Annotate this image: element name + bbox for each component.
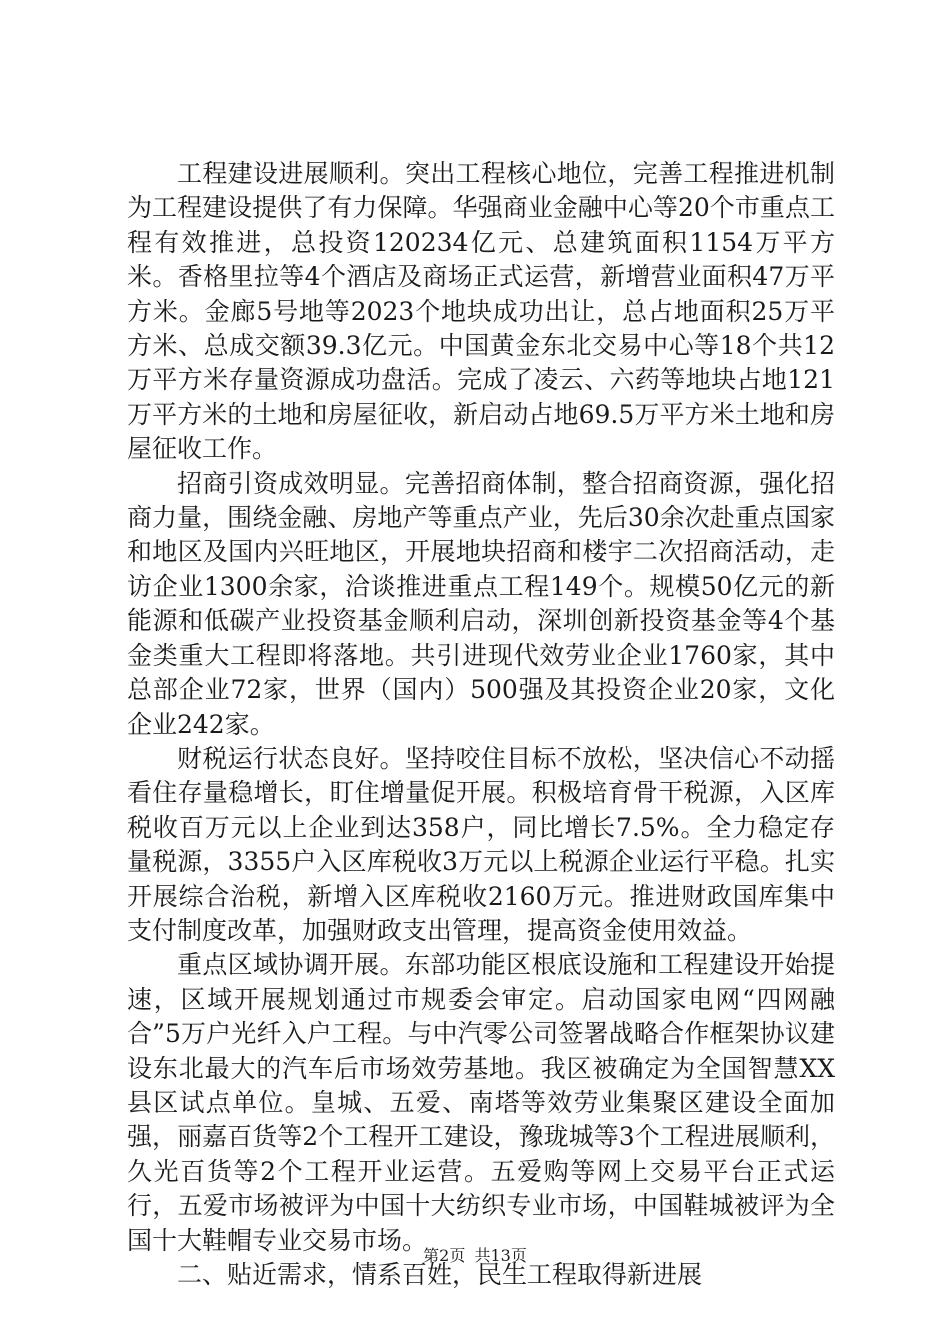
paragraph-finance-tax: 财税运行状态良好。坚持咬住目标不放松，坚决信心不动摇看住存量稳增长，盯住增量促开展。积极培育骨干税源，入区库税收百万元以上企业到达358户，同比增长7.5%。全力稳定存量税源，3355户入区库税收3万元以上税源企业运行平稳。扎实开展综合治税，新增入区库税收2160万元。推进财政国库集中支付制度改革，加强财政支出管理，提高资金使用效益。 xyxy=(127,743,835,945)
page-footer xyxy=(0,1243,950,1266)
paragraph-investment: 招商引资成效明显。完善招商体制，整合招商资源，强化招商力量，围绕金融、房地产等重点产业，先后30余次赴重点国家和地区及国内兴旺地区，开展地块招商和楼宇二次招商活动，走访企业1300余家，洽谈推进重点工程149个。规模50亿元的新能源和低碳产业投资基金顺利启动，深圳创新投资基金等4个基金类重大工程即将落地。共引进现代效劳业企业1760家，其中总部企业72家，世界（国内）500强及其投资企业20家，文化企业242家。 xyxy=(127,468,835,739)
section-heading-livelihood: 二、贴近需求，情系百姓，民生工程取得新进展 xyxy=(177,1260,703,1289)
page-number: 第2页 xyxy=(423,1246,466,1265)
document-body xyxy=(127,157,835,1292)
page-total: 共13页 xyxy=(474,1246,527,1265)
paragraph-engineering: 工程建设进展顺利。突出工程核心地位，完善工程推进机制为工程建设提供了有力保障。华强商业金融中心等20个市重点工程有效推进，总投资120234亿元、总建筑面积1154万平方米。香格里拉等4个酒店及商场正式运营，新增营业面积47万平方米。金廊5号地等2023个地块成功出让，总占地面积25万平方米、总成交额39.3亿元。中国黄金东北交易中心等18个共12万平方米存量资源成功盘活。完成了凌云、六药等地块占地121万平方米的土地和房屋征收，新启动占地69.5万平方米土地和房屋征收工作。 xyxy=(127,159,835,464)
paragraph-regional: 重点区域协调开展。东部功能区根底设施和工程建设开始提速，区域开展规划通过市规委会审定。启动国家电网“四网融合”5万户光纤入户工程。与中汽零公司签署战略合作框架协议建设东北最大的汽车后市场效劳基地。我区被确定为全国智慧XX县区试点单位。皇城、五爱、南塔等效劳业集聚区建设全面加强，丽嘉百货等2个工程开工建设，豫珑城等3个工程进展顺利，久光百货等2个工程开业运营。五爱购等网上交易平台正式运行，五爱市场被评为中国十大纺织专业市场，中国鞋城被评为全国十大鞋帽专业交易市场。 xyxy=(127,950,835,1255)
